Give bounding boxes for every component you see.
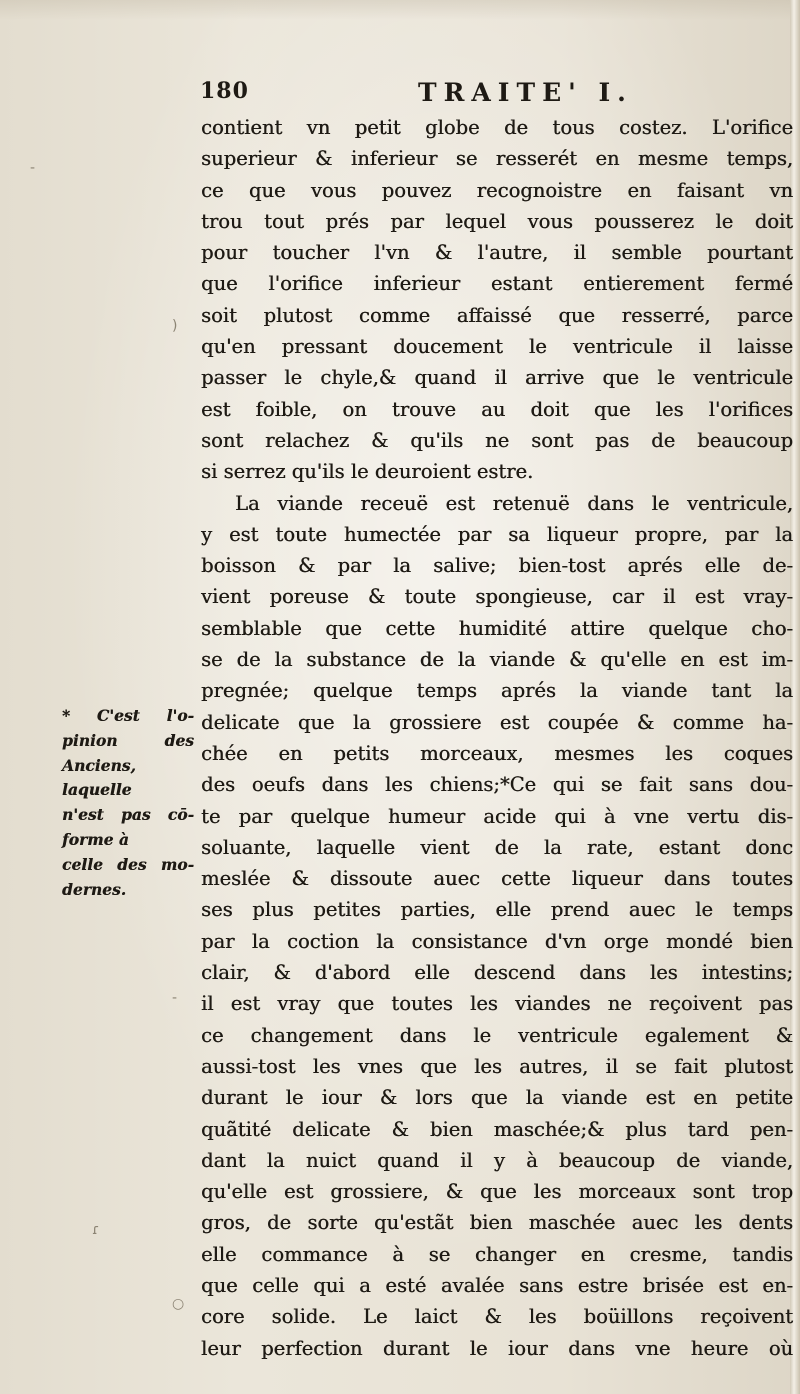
body-text [201, 112, 793, 1364]
text-line: si serrez qu'ils le deuroient estre. [201, 460, 534, 484]
page-number: 180 [200, 78, 249, 104]
text-line: dant la nuict quand il y à beaucoup de viande, [201, 1148, 793, 1172]
text-line: pour toucher l'vn & l'autre, il semble pourtant [201, 241, 793, 265]
running-title: TRAITE' I. [418, 78, 633, 107]
page-smudge: - [172, 990, 178, 1006]
text-line: ses plus petites parties, elle prend auec le temps [201, 898, 793, 922]
margin-note-line: forme à [62, 829, 129, 849]
text-line: trou tout prés par lequel vous pousserez le doit [201, 209, 793, 233]
page-smudge: ○ [172, 1296, 185, 1312]
text-line: durant le iour & lors que la viande est en petite [201, 1086, 793, 1110]
margin-note-line: * C'est l'o- [62, 706, 194, 725]
text-line: leur perfection durant le iour dans vne heure où [201, 1336, 793, 1360]
page-smudge: ) [172, 318, 178, 334]
text-line: boisson & par la salive; bien-tost aprés elle de- [201, 554, 793, 578]
text-line: contient vn petit globe de tous costez. L'orifice [201, 116, 793, 139]
text-line: se de la substance de la viande & qu'elle en est im- [201, 648, 793, 672]
text-line: core solide. Le laict & les boüillons reçoivent [201, 1305, 793, 1329]
page-header [200, 78, 660, 112]
text-line: chée en petits morceaux, mesmes les coques [201, 741, 793, 765]
text-line: qu'en pressant doucement le ventricule il laisse [201, 335, 793, 359]
page-smudge: - [30, 160, 36, 176]
text-line: gros, de sorte qu'estãt bien maschée auec les dents [201, 1211, 793, 1235]
margin-note-line: laquelle [62, 780, 132, 800]
margin-note-line: n'est pas cō- [62, 805, 194, 825]
text-line: ce changement dans le ventricule egalement & [201, 1023, 793, 1047]
margin-note-line: dernes. [62, 879, 127, 899]
margin-note-line: pinion des [62, 730, 194, 750]
margin-note-line: celle des mo- [62, 854, 194, 874]
text-line: ce que vous pouvez recognoistre en faisant vn [201, 178, 793, 202]
text-line: y est toute humectée par sa liqueur propre, par la [201, 522, 793, 546]
text-line: superieur & inferieur se resserét en mesme temps, [201, 147, 793, 171]
text-line: semblable que cette humidité attire quelque cho- [201, 616, 793, 640]
text-line: sont relachez & qu'ils ne sont pas de beaucoup [201, 428, 793, 452]
text-line: delicate que la grossiere est coupée & comme ha- [201, 710, 793, 734]
text-line: il est vray que toutes les viandes ne reçoivent pas [201, 992, 793, 1016]
text-line: elle commance à se changer en cresme, tandis [201, 1242, 793, 1266]
text-line: que celle qui a esté avalée sans estre brisée est en- [201, 1273, 793, 1297]
text-line: te par quelque humeur acide qui à vne vertu dis- [201, 804, 793, 828]
text-line: des oeufs dans les chiens;*Ce qui se fait sans dou- [201, 773, 793, 797]
text-line: meslée & dissoute auec cette liqueur dans toutes [201, 867, 793, 891]
text-line: est foible, on trouve au doit que les l'orifices [201, 397, 793, 421]
text-line: soluante, laquelle vient de la rate, estant donc [201, 835, 793, 859]
margin-note-line: Anciens, [62, 755, 136, 775]
paragraph-start-line: La viande receuë est retenuë dans le ventricule, [235, 491, 793, 515]
text-line: aussi-tost les vnes que les autres, il se fait plutost [201, 1054, 793, 1078]
text-line: clair, & d'abord elle descend dans les intestins; [201, 961, 793, 985]
page-smudge: ɾ [92, 1222, 100, 1238]
text-line: que l'orifice inferieur estant entierement fermé [201, 272, 793, 296]
margin-note [62, 704, 194, 902]
text-line: pregnée; quelque temps aprés la viande tant la [201, 679, 793, 703]
text-line: passer le chyle,& quand il arrive que le ventricule [201, 366, 793, 390]
text-line: quãtité delicate & bien maschée;& plus tard pen- [201, 1117, 793, 1141]
text-line: qu'elle est grossiere, & que les morceaux sont trop [201, 1180, 793, 1204]
page-shadow [0, 0, 800, 20]
text-line: soit plutost comme affaissé que resserré, parce [201, 303, 793, 327]
text-line: vient poreuse & toute spongieuse, car il est vray- [201, 585, 793, 609]
text-line: par la coction la consistance d'vn orge mondé bien [201, 929, 793, 953]
